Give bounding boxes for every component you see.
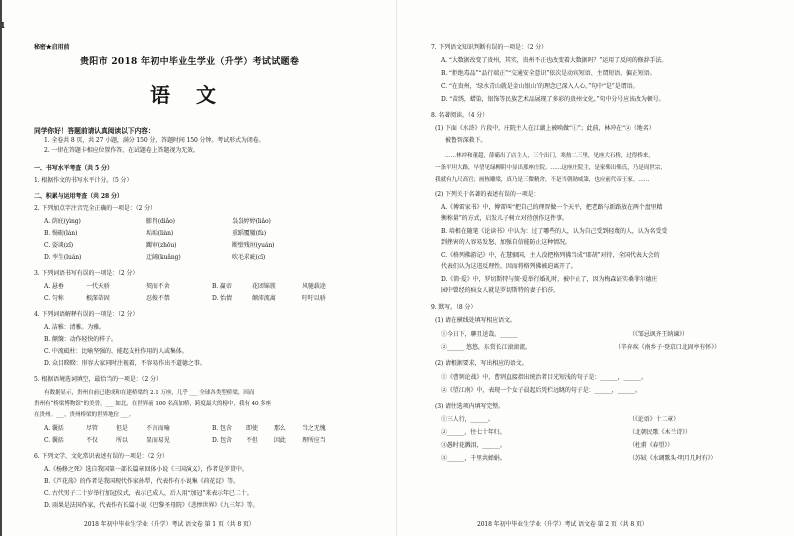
fill-line: ②______，往七十年归。: [441, 429, 506, 436]
fill-source: （《论语》十二章）: [629, 416, 680, 423]
section-heading: 一、书写水平考查（共 5 分）: [34, 165, 113, 172]
passage-line: 有数据显示，贵州自前已建成和在建桥梁约 2.1 万座，儿乎 ___ 全球各类型桥梁，因而: [44, 390, 255, 396]
page-footer: 2018 年初中毕业生学业（升学）考试 语文卷 第 1 页（共 8 页）: [84, 521, 255, 528]
secret-label: 秘密★启用前: [34, 44, 70, 51]
option: 不言而喻: [146, 425, 170, 432]
notice-line: 1. 全卷共 8 页，共 27 小题，满分 150 分，答题时间 150 分钟。考试形式为闭卷。: [44, 137, 265, 144]
option: 根深蒂固: [86, 295, 110, 302]
question-7-stem: 7. 下列语文知识判断有误的一项是：（2 分）: [431, 44, 548, 51]
question-4-stem: 4. 下列词语解释有误的一项是：（2 分）: [34, 311, 139, 318]
option: 当之无愧: [302, 425, 326, 432]
notice-line: 2. 一律在答题卡相应位置作答，在试题卷上答题视为无效。: [44, 147, 199, 154]
question-3-stem: 3. 下列词语书写有误的一项是：（2 分）: [34, 270, 139, 277]
option: D. 包含: [212, 437, 232, 444]
option: D. 雨果是法国作家，代表作有长篇小说《巴黎圣母院》《悲惨世界》《九三年》等。: [44, 502, 259, 509]
option: 到挫害的人容易发怒，加强自信能防止这种情况。: [441, 239, 571, 246]
option: 颠沛流离: [252, 295, 276, 302]
fill-source: （辛弃疾《南乡子·登京口北固亭有怀》）: [615, 344, 721, 351]
option: 契而不舍: [146, 283, 170, 290]
option: C. 古代男子二十岁举行加冠仪式，表示已成人，后人用“加冠”来表示年已二十。: [44, 490, 253, 497]
excerpt-line: 我就有九尺高官；画栋雕梁，真乃是三微精舍，不是当朝勋威第，也应前代帝王家。……: [435, 177, 650, 183]
option: A.《傅雷家书》中，傅雷叫“把自己的理智做一个天平，把老路与新路放在两个盘里精: [441, 204, 663, 211]
option: A. 荫庇(yìng): [44, 218, 81, 225]
fill-line: ①三人行，______。: [441, 416, 494, 423]
option: 因此: [274, 437, 286, 444]
passage-line: 在贵州。___，贵州桥梁的世界地位 ___。: [34, 412, 135, 418]
option: C. 囊括: [44, 437, 64, 444]
option: C. 匀称: [44, 295, 64, 302]
option: 躅审(zhōu): [146, 242, 177, 249]
option: C. 中流砥柱：比喻坚强的、能起支柱作用的人或集体。: [44, 348, 188, 355]
question-8-1: (1) 下面《水浒》片段中，庄院主人在江湖上被唤做“①”；此前，林冲在“②（地名）: [435, 125, 655, 132]
option: A. 囊括: [44, 425, 64, 432]
section-heading: 二、积累与运用考查（共 28 分）: [34, 193, 123, 200]
option: 但是: [116, 425, 128, 432]
fill-source: （苏轼《水调歌头·明月几时有》）: [629, 455, 717, 462]
option: A. 悬垂: [44, 283, 64, 290]
fill-source: （《邹忌讽齐王纳谏》）: [629, 331, 688, 338]
option: C.《格列佛游记》中，在慧骃国，主人没把格列佛当成“耶胡”对待，全国代表大会的: [441, 252, 660, 259]
fill-line: ①今日下，聊且送哉。______: [441, 331, 518, 338]
option: D.《简·爱》中，罗切斯特与简·爱举行婚礼时，被中止了，因为梅森证实桑菲尔德庄: [441, 276, 658, 283]
option: C. 姿谈(zǐ): [44, 242, 74, 249]
option: A.《杨修之死》选自我国第一部长篇章回体小说《三国演义》，作者是罗贯中。: [44, 466, 248, 473]
notice-heading: 同学你好！答题前请认真阅读以下内容：: [34, 127, 155, 135]
option: D. 孪生(luán): [44, 254, 82, 261]
option: 一代天骄: [86, 283, 110, 290]
option: B. 惕砺(lán): [44, 230, 78, 237]
option: B. 赢帝: [212, 283, 232, 290]
option: 所以: [116, 437, 128, 444]
option: B. 颠簸：动作轻快的样子。: [44, 336, 117, 343]
option: 袅袅婷婷(liǎo): [232, 218, 271, 225]
option: B. 培根在随笔《论读书》中认为：过了哪些的人，认为自己受到轻蔑的人，认为名受受: [441, 228, 668, 235]
option: B. “拒绝毒品”“品行端正”“交通安全意识”依次是动宾短语、主谓短语、偏正短语。: [441, 70, 656, 77]
question-1: 1. 根据作文的书写水平计分。（5 分）: [34, 177, 133, 184]
subject-title: 语文: [150, 83, 242, 107]
question-9-3: (3) 请往选项内填写完整。: [435, 403, 505, 410]
page-footer: 2018 年初中毕业生学业（升学）考试 语文卷 第 2 页（共 8 页）: [477, 521, 648, 528]
question-6-stem: 6. 下列文学、文化常识表述有误的一项是：（2 分）: [34, 453, 168, 460]
fill-line: ③愚时花溅泪，______。: [441, 442, 506, 449]
option: C. “在贵州，‘绿水青山就是金山银山’的理念已深入人心。”句中“是”是谓语。: [441, 83, 639, 90]
question-9-1: (1) 请在横线处填写相应语文。: [435, 317, 516, 324]
option: A. 洁雅：清雅。为雅。: [44, 324, 105, 331]
fill-line: ①《曹刿论战》中，曹刿直接指出统治者目光短浅的句子是：______，______。: [441, 374, 647, 381]
passage-line: 贵州有“桥梁博物馆”的美誉。___ 如北，在世界前 100 名高加桥，跨度最大的榜中，我有 40 多座: [34, 401, 272, 407]
excerpt-line: 一条平坦大路，早望见绿柳阴中显出那座庄院。……这座庄院主，是家柴出柴氏，乃是周世宗，: [435, 165, 666, 171]
option: 垢垢(liàn): [146, 230, 174, 237]
option: D. 怡情: [212, 295, 232, 302]
fill-source: （北朝民歌《木兰诗》）: [629, 429, 691, 436]
fill-source: （杜甫《春望》）: [629, 442, 674, 449]
question-5-stem: 5. 根据语境选词填空，最恰当的一项是：（2 分）: [34, 376, 162, 383]
option: 迂阔(kuǎng): [146, 254, 181, 261]
option: 风驰载途: [302, 283, 326, 290]
option: 尽管: [86, 425, 98, 432]
question-9-heading: 9. 默写。（8 分）: [431, 304, 477, 311]
question-8-heading: 8. 名著阅读。（4 分）: [431, 112, 489, 119]
option: D. 众目睽睽：形容大家同时注视着，不容易作出不道德之事。: [44, 360, 206, 367]
option: 吁吁以骄: [302, 295, 326, 302]
option: 显而易见: [146, 437, 170, 444]
option: 膨肖(diǎo): [146, 218, 175, 225]
option: 不但: [246, 437, 258, 444]
option: 断壁残垣(yuán): [232, 242, 275, 249]
fill-line: ②______ 悠悠，东赏长江滚滚流。: [441, 344, 532, 351]
corner-mark: 1: [0, 20, 6, 30]
option: A. “大数据改变了贵州，其实，贵州不正也改变着大数据吗？”运用了反问的修辞手法。: [441, 57, 668, 64]
option: B.《芦花荡》的作者是我国现代作家孙犁，代表作有小说集《荷花淀》等。: [44, 478, 239, 485]
option: 不仅: [86, 437, 98, 444]
option: 代表们认为这违反理性，因而将格列佛被迫离开了。: [441, 263, 577, 270]
fill-line: ②《望江南》中，表现一个女子晨起后凭栏远眺的句子是：______，______。: [441, 387, 642, 394]
option: 理所应当: [302, 437, 326, 444]
fill-line: ④______，千里共婵娟。: [441, 455, 506, 462]
option: 那么: [274, 425, 286, 432]
option: 花团锦簇: [252, 283, 276, 290]
exam-title: 贵阳市 2018 年初中毕业生学业（升学）考试试题卷: [80, 57, 300, 67]
option: 重蹈覆辙(fù): [232, 230, 266, 237]
option: D. “苗绣，蜡染，银饰等民族艺术品展现了多彩的贵州文化。”句中分号应该改为顿号。: [441, 96, 665, 103]
option: 园中曾经的疯女人就是罗切斯特的妻子伯莎。: [441, 287, 560, 294]
option: 吹毛求疵(cī): [232, 254, 266, 261]
option: 即使: [246, 425, 258, 432]
option: 忍俊不禁: [146, 295, 170, 302]
excerpt-line: ……林冲和董超，薛霸出了店主人，三个出门，寒热二三里，见座大石桥，过得桥来，: [445, 153, 654, 159]
question-8-2-stem: (2) 下列关于名著的表述有误的一项是：: [435, 191, 540, 198]
question-8-1: 被鲁智深救下。: [445, 137, 487, 144]
option: 衡称量”的方式，启发儿子树立对待创作这件事。: [441, 215, 568, 222]
option: B. 包含: [212, 425, 232, 432]
question-2-stem: 2. 下列加点字注音完全正确的一项是：（2 分）: [34, 205, 156, 212]
exam-page-2: [397, 0, 794, 536]
question-9-2: (2) 请根据要求，写出相应的语文。: [435, 360, 528, 367]
